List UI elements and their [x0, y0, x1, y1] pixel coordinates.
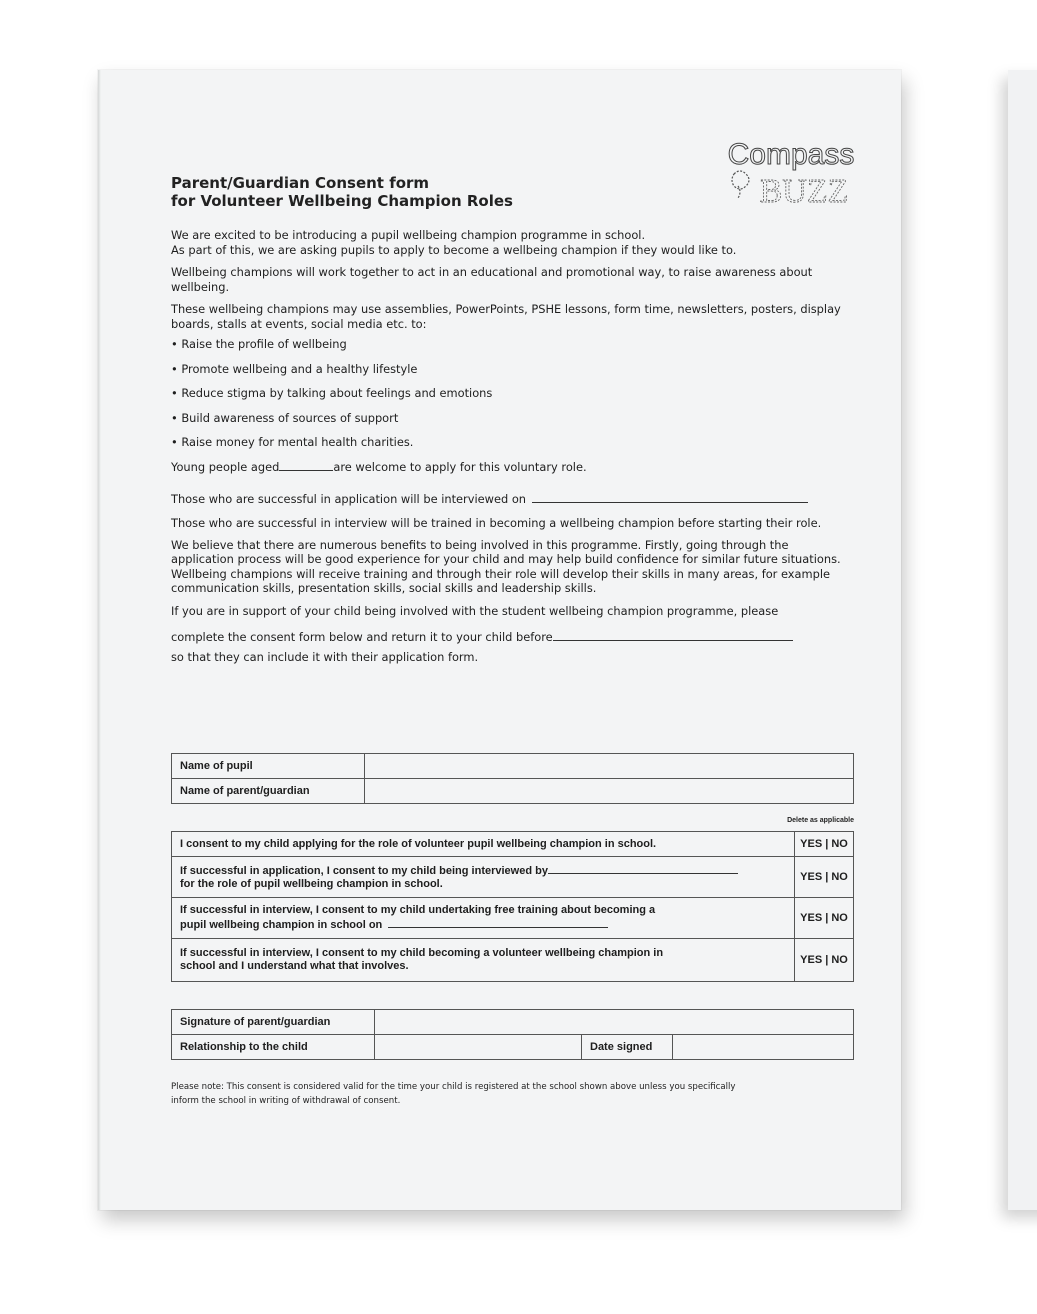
interview-date-blank[interactable] [532, 492, 808, 503]
intro-line-2: As part of this, we are asking pupils to apply to become a wellbeing champion if they would like to. [171, 242, 737, 257]
consent-4-text-b: school and I understand what that involves. [180, 960, 409, 972]
interview-text: Those who are successful in application will be interviewed on [171, 492, 527, 506]
footnote-line-1: Please note: This consent is considered valid for the time your child is registered at the school shown above unless you specifically [171, 1082, 736, 1092]
return-date-blank[interactable] [553, 630, 793, 641]
pupil-name-field[interactable] [365, 754, 854, 779]
table-row [172, 1010, 854, 1035]
bullet-item: • Raise money for mental health charities. [171, 435, 414, 449]
consent-2-text-a: If successful in application, I consent to my child being interviewed by [180, 865, 548, 877]
interview-sentence [171, 492, 843, 507]
names-table [171, 753, 854, 804]
consent-footnote [171, 1080, 843, 1108]
form-title [171, 174, 513, 210]
benefits-paragraph: We believe that there are numerous benefits to being involved in this programme. Firstly, going through the application process will be good experience for your child and may help build confidence for similar future situations. Wellbeing champions will receive training and through their role will develop their skills in many areas, for example communication skills, presentation skills, social skills and leadership skills. [171, 537, 841, 595]
interviewer-blank[interactable] [548, 863, 738, 874]
include-line: so that they can include it with their application form. [171, 649, 479, 664]
table-row [172, 832, 854, 857]
next-page-edge [1008, 70, 1037, 1210]
form-body [171, 228, 843, 664]
logo-compass-text: Compass [727, 138, 855, 171]
bullet-item: • Promote wellbeing and a healthy lifestyle [171, 361, 418, 376]
age-blank[interactable] [279, 460, 333, 471]
delete-as-applicable-note: Delete as applicable [787, 817, 854, 824]
age-text-before: Young people aged [171, 459, 280, 474]
consent-table [171, 831, 854, 982]
return-line [171, 630, 843, 645]
signature-field[interactable] [375, 1010, 854, 1035]
logo-buzz-text: BUZZ [759, 173, 849, 210]
support-line: If you are in support of your child being involved with the student wellbeing champion programme, please [171, 603, 779, 618]
consent-choice-3[interactable]: YES | NO [795, 898, 854, 939]
table-row [172, 779, 854, 804]
guardian-name-label: Name of parent/guardian [172, 779, 365, 804]
signature-label: Signature of parent/guardian [172, 1010, 375, 1035]
form-title-line-1: Parent/Guardian Consent form [171, 174, 430, 192]
table-row [172, 939, 854, 982]
pupil-name-label: Name of pupil [172, 754, 365, 779]
consent-choice-1[interactable]: YES | NO [795, 832, 854, 857]
compass-buzz-logo [724, 134, 858, 212]
table-row [172, 898, 854, 939]
consent-3-text-b: pupil wellbeing champion in school on [180, 919, 383, 931]
consent-4-text-a: If successful in interview, I consent to my child becoming a volunteer wellbeing champion in [180, 947, 664, 959]
date-signed-field[interactable] [673, 1035, 854, 1060]
table-row [172, 754, 854, 779]
table-row [172, 1035, 854, 1060]
table-row [172, 857, 854, 898]
logo-icon [732, 171, 749, 198]
consent-statement-1: I consent to my child applying for the role of volunteer pupil wellbeing champion in school. [172, 832, 795, 857]
consent-statement-3 [172, 898, 795, 939]
bullet-item: • Reduce stigma by talking about feelings and emotions [171, 386, 493, 400]
consent-2-text-b: for the role of pupil wellbeing champion in school. [180, 878, 443, 890]
consent-3-text-a: If successful in interview, I consent to my child undertaking free training about becoming a [180, 904, 656, 916]
consent-choice-4[interactable]: YES | NO [795, 939, 854, 982]
bullet-item: • Build awareness of sources of support [171, 410, 399, 425]
guardian-name-field[interactable] [365, 779, 854, 804]
age-text-after: are welcome to apply for this voluntary role. [333, 459, 587, 474]
consent-form-page [98, 70, 901, 1210]
consent-statement-4 [172, 939, 795, 982]
signature-table [171, 1009, 854, 1060]
intro-paragraph-3: These wellbeing champions may use assemblies, PowerPoints, PSHE lessons, form time, newsletters, posters, display boards, stalls at events, social media etc. to: [171, 302, 841, 331]
consent-choice-2[interactable]: YES | NO [795, 857, 854, 898]
age-sentence [171, 460, 843, 475]
relationship-label: Relationship to the child [172, 1035, 375, 1060]
intro-line-1: We are excited to be introducing a pupil wellbeing champion programme in school. [171, 228, 646, 242]
return-text: complete the consent form below and return it to your child before [171, 630, 553, 644]
relationship-field[interactable] [375, 1035, 582, 1060]
intro-paragraph-2: Wellbeing champions will work together to act in an educational and promotional way, to raise awareness about wellbeing. [171, 265, 813, 294]
training-date-blank[interactable] [388, 917, 608, 928]
form-title-line-2: for Volunteer Wellbeing Champion Roles [171, 192, 513, 210]
consent-statement-2 [172, 857, 795, 898]
date-signed-label: Date signed [582, 1035, 673, 1060]
footnote-line-2: inform the school in writing of withdrawal of consent. [171, 1096, 401, 1106]
training-paragraph: Those who are successful in interview will be trained in becoming a wellbeing champion before starting their role. [171, 515, 822, 530]
bullet-item: • Raise the profile of wellbeing [171, 337, 347, 351]
